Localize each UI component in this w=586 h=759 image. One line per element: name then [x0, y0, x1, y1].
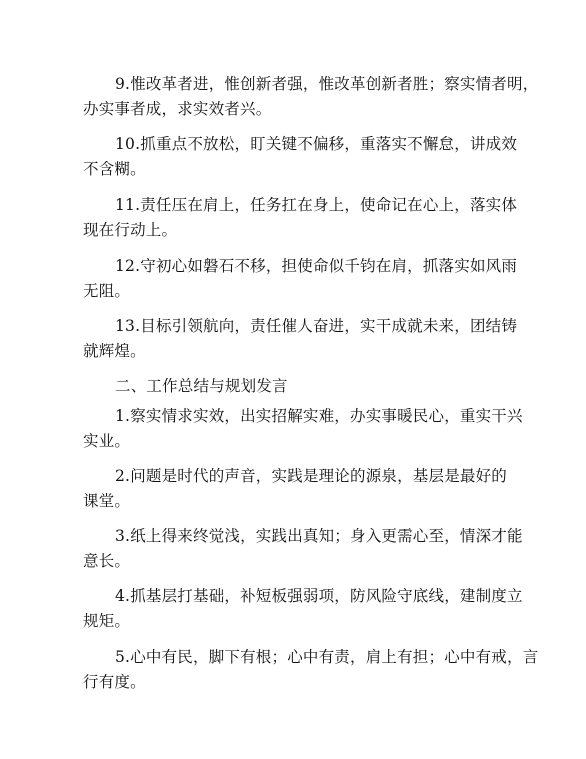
list-item [83, 645, 539, 695]
list-item-line: 1.察实情求实效，出实招解实难，办实事暖民心，重实干兴 [115, 407, 523, 425]
list-item-line: 11.责任压在肩上，任务扛在身上，使命记在心上，落实体 [115, 196, 518, 214]
list-item [83, 254, 518, 304]
list-item [83, 524, 523, 574]
list-item-line: 2.问题是时代的声音，实践是理论的源泉，基层是最好的 [115, 467, 507, 485]
list-item-line: 9.惟改革者进，惟创新者强，惟改革创新者胜；察实情者明， [115, 75, 539, 93]
list-item [83, 584, 523, 634]
list-item-line: 现在行动上。 [83, 221, 178, 239]
list-item [83, 132, 518, 182]
list-item-line: 就辉煌。 [83, 342, 146, 360]
list-item [83, 314, 518, 364]
list-item-line: 10.抓重点不放松，盯关键不偏移，重落实不懈怠，讲成效 [115, 135, 518, 153]
list-item-line: 意长。 [83, 552, 131, 570]
list-item-line: 3.纸上得来终觉浅，实践出真知；身入更需心至，情深才能 [115, 527, 523, 545]
list-item-line: 13.目标引领航向，责任催人奋进，实干成就未来，团结铸 [115, 317, 518, 335]
list-item-line: 12.守初心如磐石不移，担使命似千钧在肩，抓落实如风雨 [115, 257, 518, 275]
list-item-line: 规矩。 [83, 612, 131, 630]
section-heading: 二、工作总结与规划发言 [115, 377, 288, 395]
list-item-line: 无阻。 [83, 282, 131, 300]
list-item-line: 行有度。 [83, 673, 146, 691]
list-item [83, 404, 523, 454]
list-item-line: 课堂。 [83, 492, 131, 510]
list-item-line: 办实事者成，求实效者兴。 [83, 100, 272, 118]
list-item-line: 5.心中有民，脚下有根；心中有责，肩上有担；心中有戒，言 [115, 648, 539, 666]
list-item [83, 193, 518, 243]
list-item-line: 4.抓基层打基础，补短板强弱项，防风险守底线，建制度立 [115, 587, 523, 605]
list-item [83, 464, 507, 514]
list-item-line: 实业。 [83, 432, 131, 450]
list-item-line: 不含糊。 [83, 160, 146, 178]
list-item [83, 72, 539, 122]
